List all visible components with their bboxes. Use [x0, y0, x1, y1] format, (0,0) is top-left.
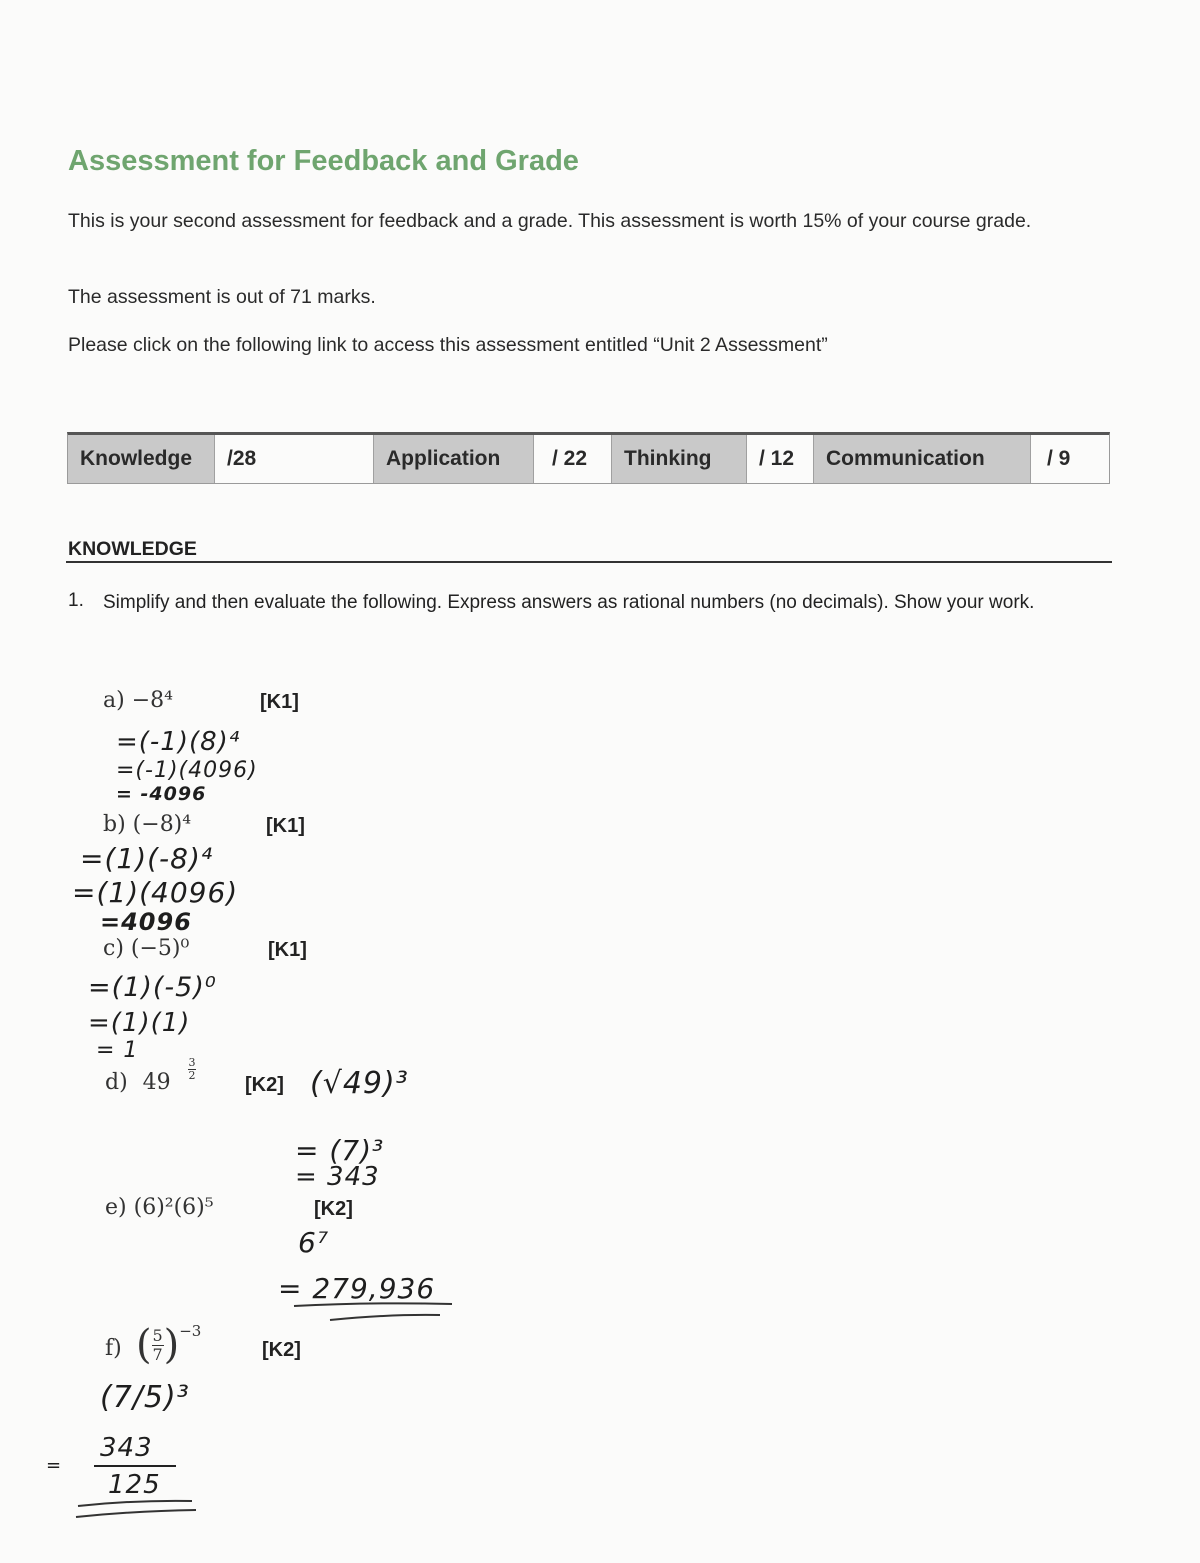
page-title: Assessment for Feedback and Grade: [68, 145, 579, 177]
part-a-work-2: =(-1)(4096): [116, 758, 258, 783]
part-d-letter: d): [105, 1070, 128, 1095]
part-f-fraction: [152, 1327, 164, 1364]
part-f-expression: [136, 1322, 201, 1368]
part-b-label: [103, 812, 191, 837]
communication-label: Communication: [814, 435, 1031, 483]
part-d-base: 49: [142, 1070, 171, 1095]
question-text: Simplify and then evaluate the following. Express answers as rational numbers (no decimals). Show your work.: [103, 592, 1035, 613]
part-d-label: [105, 1070, 171, 1095]
part-e-work-1: 6⁷: [298, 1226, 330, 1259]
part-f-num: 5: [152, 1325, 163, 1345]
part-e-expression: (6)²(6)⁵: [133, 1195, 214, 1220]
part-a-work-3: = -4096: [116, 783, 207, 805]
part-c-work-2: =(1)(1): [88, 1008, 191, 1038]
part-f-open-paren: (: [136, 1322, 152, 1368]
link-paragraph[interactable]: Please click on the following link to access this assessment entitled “Unit 2 Assessment”: [68, 334, 828, 356]
part-a-expression: −8⁴: [131, 688, 173, 713]
part-f-answer-num: 343: [100, 1433, 153, 1463]
thinking-label: Thinking: [612, 435, 747, 483]
part-d-work-2: = (7)³: [295, 1134, 385, 1167]
knowledge-score: /28: [215, 435, 374, 483]
thinking-score: / 12: [747, 435, 814, 483]
knowledge-label: Knowledge: [68, 435, 215, 483]
part-f-answer-den: 125: [108, 1470, 161, 1500]
part-d-exponent: [188, 1057, 196, 1082]
part-b-tag: [K1]: [266, 815, 305, 837]
part-c-work-3: = 1: [96, 1038, 139, 1063]
part-a-work-1: =(-1)(8)⁴: [116, 727, 241, 757]
part-a-label: [103, 688, 173, 713]
part-f-letter: f): [105, 1336, 122, 1361]
intro-paragraph: This is your second assessment for feedback and a grade. This assessment is worth 15% of your course grade.: [68, 210, 1032, 232]
marks-paragraph: The assessment is out of 71 marks.: [68, 286, 376, 308]
part-c-expression: (−5)⁰: [130, 936, 190, 961]
part-c-work-1: =(1)(-5)⁰: [88, 972, 217, 1003]
part-b-work-2: =(1)(4096): [72, 876, 239, 909]
application-label: Application: [374, 435, 534, 483]
part-d-tag: [K2]: [245, 1074, 284, 1096]
part-f-den: 7: [152, 1344, 163, 1364]
part-f-close-paren: ): [163, 1322, 180, 1368]
part-e-letter: e): [105, 1195, 127, 1220]
part-d-exp-den: 2: [188, 1069, 196, 1082]
part-e-label: [105, 1195, 214, 1220]
score-table: [67, 432, 1110, 484]
part-d-exp-num: 3: [188, 1056, 196, 1069]
part-a-tag: [K1]: [260, 691, 299, 713]
part-f-answer-bar: [94, 1465, 176, 1467]
part-d-work-1: (√49)³: [310, 1066, 409, 1101]
part-c-label: [103, 936, 189, 961]
part-e-tag: [K2]: [314, 1198, 353, 1220]
part-f-work-1: (7/5)³: [100, 1380, 190, 1415]
part-f-tag: [K2]: [262, 1339, 301, 1361]
question-number: 1.: [68, 590, 84, 611]
part-f-equals: =: [46, 1455, 63, 1476]
part-f-exponent: −3: [179, 1322, 202, 1340]
application-score: / 22: [534, 435, 612, 483]
section-divider: [66, 561, 1112, 563]
part-c-letter: c): [103, 936, 124, 961]
part-b-work-3: =4096: [100, 908, 192, 936]
part-b-letter: b): [103, 812, 126, 837]
part-e-work-2: = 279,936: [278, 1272, 436, 1305]
part-b-expression: (−8)⁴: [132, 812, 192, 837]
part-e-answer-underline: [290, 1300, 460, 1324]
section-heading: KNOWLEDGE: [68, 538, 197, 560]
communication-score: / 9: [1047, 447, 1071, 470]
part-d-work-3: = 343: [295, 1162, 380, 1192]
part-b-work-1: =(1)(-8)⁴: [80, 842, 214, 875]
part-a-letter: a): [103, 688, 125, 713]
part-c-tag: [K1]: [268, 939, 307, 961]
part-f-answer-underline: [74, 1498, 204, 1522]
